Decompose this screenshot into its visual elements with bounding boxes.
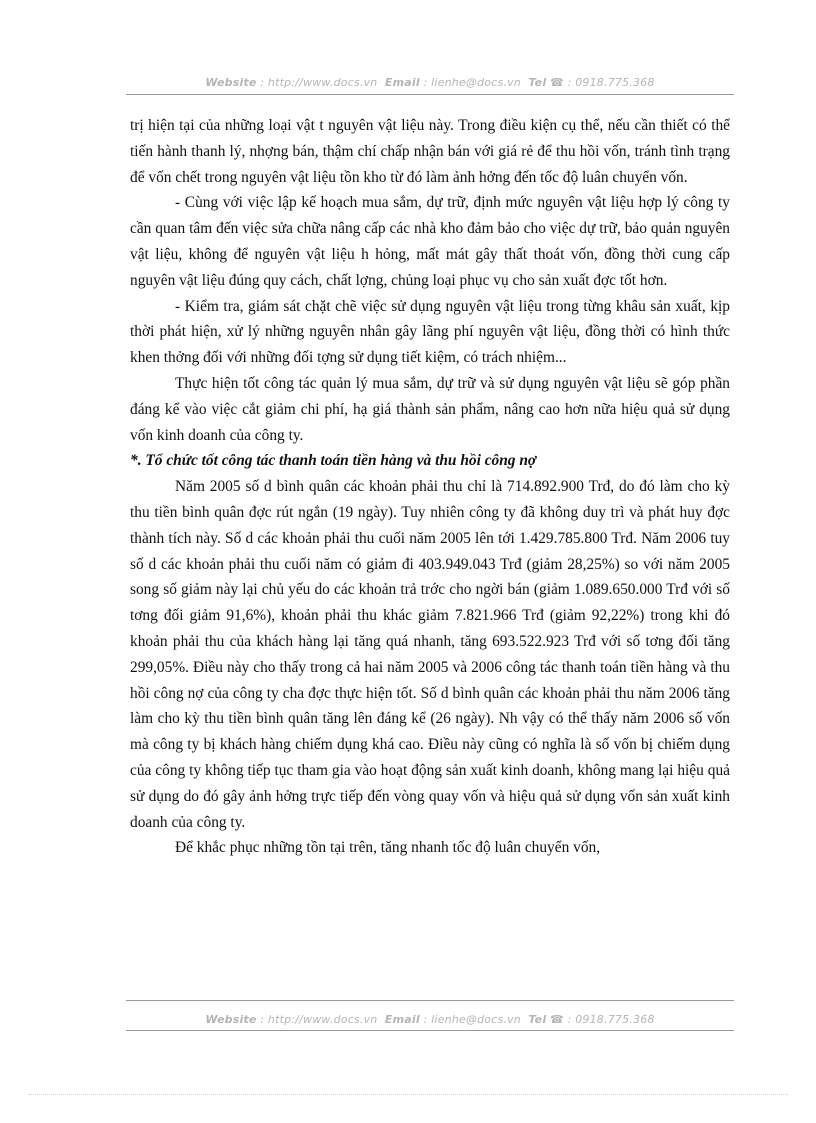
- page-footer: [126, 1013, 734, 1026]
- header-website-link[interactable]: : http://www.docs.vn: [260, 76, 378, 89]
- footer-tel-label: Tel: [528, 1013, 547, 1026]
- section-heading: *. Tổ chức tốt công tác thanh toán tiền hàng và thu hồi công nợ: [130, 452, 537, 470]
- paragraph-bullet-inspection: - Kiểm tra, giám sát chặt chẽ việc sử dụng nguyên vật liệu trong từng khâu sản xuất, kịp thời phát hiện, xử lý những nguyên nhân gây lãng phí nguyên vật liệu, đồng thời có hình thức khen thởng đối với những đối tợng sử dụng tiết kiệm, có trách nhiệm...: [130, 297, 730, 367]
- header-tel-label: Tel: [528, 76, 547, 89]
- paragraph-closing: Để khắc phục những tồn tại trên, tăng nhanh tốc độ luân chuyển vốn,: [175, 839, 601, 857]
- header-website-label: Website: [205, 76, 257, 89]
- header-email-link[interactable]: : lienhe@docs.vn: [423, 76, 521, 89]
- footer-rule-bottom: [126, 1030, 734, 1031]
- footer-email-link[interactable]: : lienhe@docs.vn: [423, 1013, 521, 1026]
- footer-rule-top: [126, 1000, 734, 1001]
- page-header: [126, 76, 734, 89]
- footer-website-label: Website: [205, 1013, 257, 1026]
- footer-tel-value: ☎ : 0918.775.368: [550, 1013, 655, 1026]
- header-rule: [126, 94, 734, 95]
- paragraph-bullet-storage: - Cùng với việc lập kế hoạch mua sắm, dự trữ, định mức nguyên vật liệu hợp lý công ty cần quan tâm đến việc sửa chữa nâng cấp các nhà kho đảm bảo cho việc dự trữ, bảo quản nguyên vật liệu, không để nguyên vật liệu h hỏng, mất mát gây thất thoát vốn, đồng thời cung cấp nguyên vật liệu đúng quy cách, chất lợng, chủng loại phục vụ cho sản xuất đợc tốt hơn.: [130, 194, 730, 289]
- footer-email-label: Email: [384, 1013, 420, 1026]
- document-body: [130, 113, 730, 861]
- paragraph-continuation: trị hiện tại của những loại vật t nguyên vật liệu này. Trong điều kiện cụ thể, nếu cần thiết có thể tiến hành thanh lý, nhợng bán, thậm chí chấp nhận bán với giá rẻ để thu hồi vốn, tránh tình trạng để vốn chết trong nguyên vật liệu tồn kho từ đó làm ảnh hởng đến tốc độ luân chuyển vốn.: [130, 117, 730, 186]
- page-break-divider: [28, 1094, 788, 1095]
- header-email-label: Email: [384, 76, 420, 89]
- paragraph-receivables: Năm 2005 số d bình quân các khoản phải thu chỉ là 714.892.900 Trđ, do đó làm cho kỳ thu tiền bình quân đợc rút ngắn (19 ngày). Tuy nhiên công ty đã không duy trì và phát huy đợc thành tích này. Số d các khoản phải thu cuối năm 2005 lên tới 1.429.785.800 Trđ. Năm 2006 tuy số d các khoản phải thu cuối năm có giảm đi 403.949.043 Trđ (giảm 28,25%) so với năm 2005 song số giảm này lại chủ yếu do các khoản trả trớc cho ngời bán (giảm 1.089.650.000 Trđ với số tơng đối giảm 91,6%), khoản phải thu khác giảm 7.821.966 Trđ (giảm 92,22%) trong khi đó khoản phải thu của khách hàng lại tăng quá nhanh, tăng 693.522.923 Trđ với số tơng đối tăng 299,05%. Điều này cho thấy trong cả hai năm 2005 và 2006 công tác thanh toán tiền hàng và thu hồi công nợ của công ty cha đợc thực hiện tốt. Số d bình quân các khoản phải thu năm 2006 tăng làm cho kỳ thu tiền bình quân tăng lên đáng kể (26 ngày). Nh vậy có thể thấy năm 2006 số vốn mà công ty bị khách hàng chiếm dụng khá cao. Điều này cũng có nghĩa là số vốn bị chiếm dụng của công ty không tiếp tục tham gia vào hoạt động sản xuất kinh doanh, không mang lại hiệu quả sử dụng do đó gây ảnh hởng trực tiếp đến vòng quay vốn và hiệu quả sử dụng vốn sản xuất kinh doanh của công ty.: [130, 478, 730, 831]
- footer-website-link[interactable]: : http://www.docs.vn: [260, 1013, 378, 1026]
- paragraph-summary: Thực hiện tốt công tác quản lý mua sắm, dự trữ và sử dụng nguyên vật liệu sẽ góp phần đáng kể vào việc cắt giảm chi phí, hạ giá thành sản phẩm, nâng cao hơn nữa hiệu quả sử dụng vốn kinh doanh của công ty.: [130, 374, 730, 444]
- header-tel-value: ☎ : 0918.775.368: [550, 76, 655, 89]
